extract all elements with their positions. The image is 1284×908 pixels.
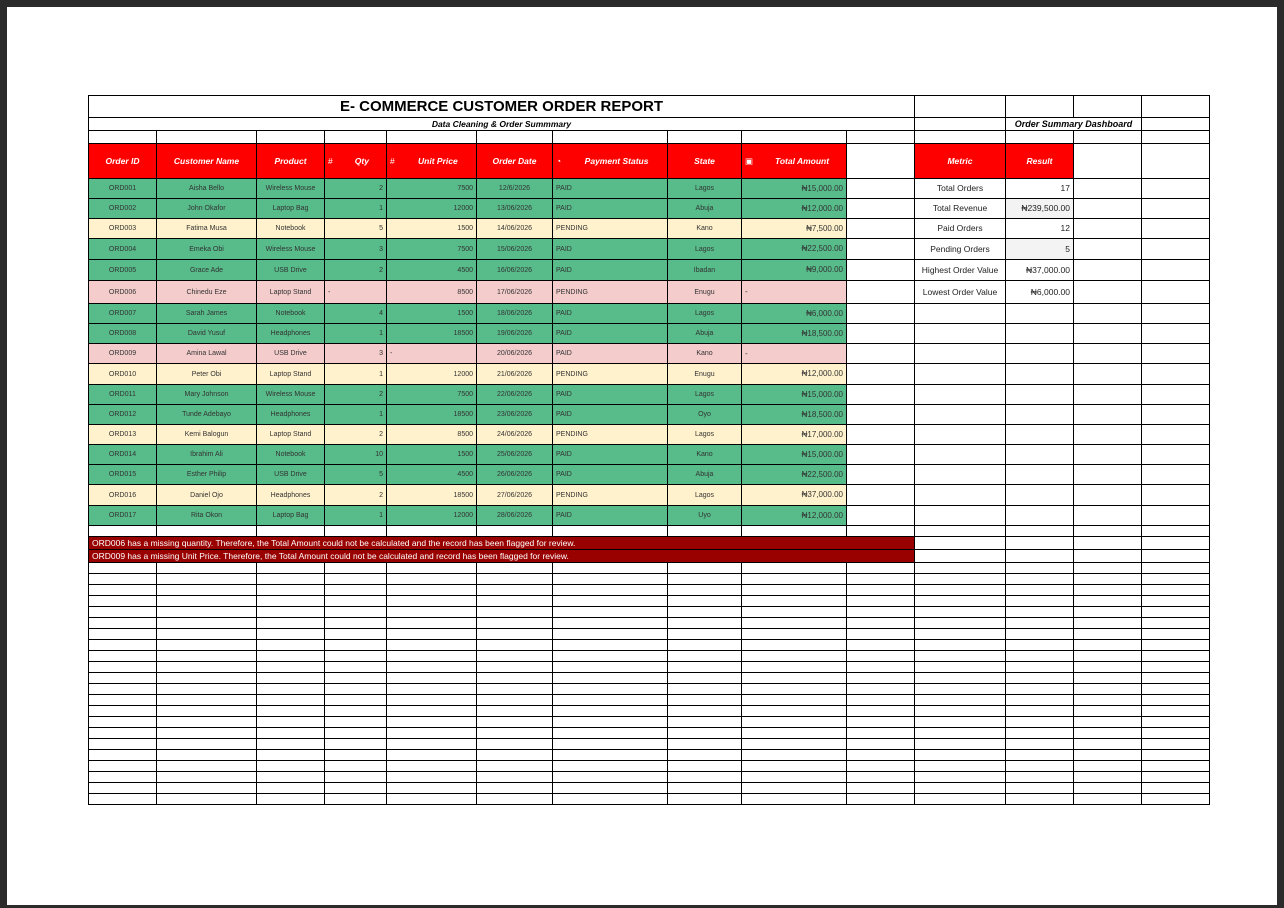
order-row <box>89 385 1210 405</box>
order-date-cell[interactable]: 12/6/2026 <box>477 179 553 199</box>
qty-cell[interactable]: 2 <box>325 385 387 405</box>
order-row <box>89 506 1210 526</box>
dashboard-title: Order Summary Dashboard <box>1006 118 1142 131</box>
state-cell[interactable]: Enugu <box>668 281 742 304</box>
state-cell[interactable]: Lagos <box>668 385 742 405</box>
order-date-cell[interactable]: 20/06/2026 <box>477 344 553 364</box>
order-report-sheet <box>88 95 1210 805</box>
qty-cell[interactable]: 1 <box>325 324 387 344</box>
column-header-total-amount-label: Total Amount <box>774 155 830 166</box>
product-cell[interactable]: Headphones <box>257 405 325 425</box>
qty-cell[interactable]: 1 <box>325 506 387 526</box>
column-header-qty-label: Qty <box>354 155 369 166</box>
total-amount-cell[interactable]: ₦12,000.00 <box>742 199 847 219</box>
product-cell[interactable]: Notebook <box>257 304 325 324</box>
customer-name-cell[interactable]: Fatima Musa <box>157 219 257 239</box>
order-date-cell[interactable]: 24/06/2026 <box>477 425 553 445</box>
column-header-payment-status[interactable] <box>553 144 668 179</box>
state-cell[interactable]: Kano <box>668 344 742 364</box>
total-amount-cell[interactable]: - <box>742 281 847 304</box>
dashboard-metric-header[interactable]: Metric <box>915 144 1006 179</box>
order-id-cell[interactable]: ORD010 <box>89 364 157 385</box>
order-date-cell[interactable]: 21/06/2026 <box>477 364 553 385</box>
unit-price-cell[interactable]: 18500 <box>387 405 477 425</box>
customer-name-cell[interactable]: Daniel Ojo <box>157 485 257 506</box>
order-date-cell[interactable]: 15/06/2026 <box>477 239 553 260</box>
column-header-order-date[interactable]: Order Date <box>477 144 553 179</box>
qty-cell[interactable]: 1 <box>325 199 387 219</box>
dashboard-result-cell[interactable]: 12 <box>1006 219 1074 239</box>
customer-name-cell[interactable]: Aisha Bello <box>157 179 257 199</box>
order-id-cell[interactable]: ORD004 <box>89 239 157 260</box>
customer-name-cell[interactable]: Emeka Obi <box>157 239 257 260</box>
unit-price-cell[interactable]: 1500 <box>387 304 477 324</box>
state-cell[interactable]: Abuja <box>668 324 742 344</box>
total-amount-cell[interactable]: ₦18,500.00 <box>742 324 847 344</box>
order-id-cell[interactable]: ORD011 <box>89 385 157 405</box>
flag-note: ORD009 has a missing Unit Price. Therefore, the Total Amount could not be calculated and record has been flagged for review. <box>89 550 915 563</box>
product-cell[interactable]: USB Drive <box>257 260 325 281</box>
payment-status-cell[interactable]: PAID <box>553 260 668 281</box>
order-date-cell[interactable]: 17/06/2026 <box>477 281 553 304</box>
product-cell[interactable]: Laptop Stand <box>257 364 325 385</box>
order-id-cell[interactable]: ORD006 <box>89 281 157 304</box>
product-cell[interactable]: Laptop Bag <box>257 199 325 219</box>
order-row <box>89 179 1210 199</box>
dashboard-result-cell[interactable]: ₦239,500.00 <box>1006 199 1074 219</box>
customer-name-cell[interactable]: Chinedu Eze <box>157 281 257 304</box>
order-id-cell[interactable]: ORD003 <box>89 219 157 239</box>
column-header-order-id[interactable]: Order ID <box>89 144 157 179</box>
order-date-cell[interactable]: 26/06/2026 <box>477 465 553 485</box>
customer-name-cell[interactable]: Grace Ade <box>157 260 257 281</box>
payment-status-cell[interactable]: PAID <box>553 239 668 260</box>
customer-name-cell[interactable]: Sarah James <box>157 304 257 324</box>
order-id-cell[interactable]: ORD001 <box>89 179 157 199</box>
payment-status-cell[interactable]: PAID <box>553 179 668 199</box>
order-date-cell[interactable]: 27/06/2026 <box>477 485 553 506</box>
qty-cell[interactable]: 4 <box>325 304 387 324</box>
dashboard-result-cell[interactable]: ₦37,000.00 <box>1006 260 1074 281</box>
unit-price-cell[interactable]: 12000 <box>387 364 477 385</box>
product-cell[interactable]: Headphones <box>257 485 325 506</box>
payment-status-cell[interactable]: PAID <box>553 324 668 344</box>
total-amount-cell[interactable]: ₦17,000.00 <box>742 425 847 445</box>
order-date-cell[interactable]: 16/06/2026 <box>477 260 553 281</box>
unit-price-cell[interactable]: 1500 <box>387 445 477 465</box>
order-row <box>89 405 1210 425</box>
total-amount-cell[interactable]: ₦22,500.00 <box>742 239 847 260</box>
order-id-cell[interactable]: ORD017 <box>89 506 157 526</box>
state-cell[interactable]: Abuja <box>668 465 742 485</box>
qty-cell[interactable]: 2 <box>325 179 387 199</box>
order-row <box>89 239 1210 260</box>
unit-price-cell[interactable]: - <box>387 344 477 364</box>
total-amount-cell[interactable]: ₦7,500.00 <box>742 219 847 239</box>
unit-price-cell[interactable]: 4500 <box>387 260 477 281</box>
order-id-cell[interactable]: ORD008 <box>89 324 157 344</box>
unit-price-cell[interactable]: 12000 <box>387 506 477 526</box>
column-header-product[interactable]: Product <box>257 144 325 179</box>
customer-name-cell[interactable]: Tunde Adebayo <box>157 405 257 425</box>
state-cell[interactable]: Lagos <box>668 485 742 506</box>
qty-cell[interactable]: 5 <box>325 219 387 239</box>
number-type-icon: # <box>328 155 333 166</box>
state-cell[interactable]: Lagos <box>668 425 742 445</box>
order-id-cell[interactable]: ORD007 <box>89 304 157 324</box>
total-amount-cell[interactable]: ₦37,000.00 <box>742 485 847 506</box>
product-cell[interactable]: USB Drive <box>257 465 325 485</box>
order-row <box>89 219 1210 239</box>
state-cell[interactable]: Lagos <box>668 304 742 324</box>
state-cell[interactable]: Lagos <box>668 179 742 199</box>
customer-name-cell[interactable]: Kemi Balogun <box>157 425 257 445</box>
unit-price-cell[interactable]: 1500 <box>387 219 477 239</box>
dropdown-chip-icon: ◔ <box>556 155 562 166</box>
dashboard-metric-cell[interactable]: Total Revenue <box>915 199 1006 219</box>
payment-status-cell[interactable]: PENDING <box>553 364 668 385</box>
customer-name-cell[interactable]: Peter Obi <box>157 364 257 385</box>
customer-name-cell[interactable]: John Okafor <box>157 199 257 219</box>
state-cell[interactable]: Uyo <box>668 506 742 526</box>
dashboard-result-cell[interactable]: 17 <box>1006 179 1074 199</box>
order-row <box>89 445 1210 465</box>
order-id-cell[interactable]: ORD013 <box>89 425 157 445</box>
column-header-unit-price[interactable] <box>387 144 477 179</box>
unit-price-cell[interactable]: 18500 <box>387 324 477 344</box>
order-row <box>89 304 1210 324</box>
order-row <box>89 199 1210 219</box>
product-cell[interactable]: Laptop Bag <box>257 506 325 526</box>
total-amount-cell[interactable]: ₦12,000.00 <box>742 506 847 526</box>
product-cell[interactable]: Laptop Stand <box>257 425 325 445</box>
order-id-cell[interactable]: ORD012 <box>89 405 157 425</box>
order-id-cell[interactable]: ORD009 <box>89 344 157 364</box>
qty-cell[interactable]: 2 <box>325 425 387 445</box>
qty-cell[interactable]: 3 <box>325 239 387 260</box>
unit-price-cell[interactable]: 8500 <box>387 425 477 445</box>
state-cell[interactable]: Kano <box>668 219 742 239</box>
order-id-cell[interactable]: ORD002 <box>89 199 157 219</box>
payment-status-cell[interactable]: PAID <box>553 445 668 465</box>
order-id-cell[interactable]: ORD005 <box>89 260 157 281</box>
customer-name-cell[interactable]: Amina Lawal <box>157 344 257 364</box>
dashboard-metric-cell[interactable]: Pending Orders <box>915 239 1006 260</box>
flag-note: ORD006 has a missing quantity. Therefore, the Total Amount could not be calculated and the record has been flagged for review. <box>89 537 915 550</box>
report-title: E- COMMERCE CUSTOMER ORDER REPORT <box>89 96 915 118</box>
state-cell[interactable]: Lagos <box>668 239 742 260</box>
qty-cell[interactable]: 1 <box>325 405 387 425</box>
payment-status-cell[interactable]: PENDING <box>553 425 668 445</box>
order-row <box>89 425 1210 445</box>
total-amount-cell[interactable]: ₦22,500.00 <box>742 465 847 485</box>
order-date-cell[interactable]: 13/06/2026 <box>477 199 553 219</box>
dashboard-result-cell[interactable]: 5 <box>1006 239 1074 260</box>
report-subtitle: Data Cleaning & Order Summmary <box>89 118 915 131</box>
payment-status-cell[interactable]: PAID <box>553 506 668 526</box>
qty-cell[interactable]: 3 <box>325 344 387 364</box>
product-cell[interactable]: Wireless Mouse <box>257 239 325 260</box>
column-header-state[interactable]: State <box>668 144 742 179</box>
order-id-cell[interactable]: ORD014 <box>89 445 157 465</box>
customer-name-cell[interactable]: Esther Philip <box>157 465 257 485</box>
payment-status-cell[interactable]: PENDING <box>553 281 668 304</box>
state-cell[interactable]: Abuja <box>668 199 742 219</box>
column-header-total-amount[interactable] <box>742 144 847 179</box>
order-row <box>89 364 1210 385</box>
total-amount-cell[interactable]: ₦15,000.00 <box>742 179 847 199</box>
dashboard-metric-cell[interactable]: Highest Order Value <box>915 260 1006 281</box>
currency-icon: ▣ <box>745 155 754 166</box>
product-cell[interactable]: Wireless Mouse <box>257 179 325 199</box>
order-date-cell[interactable]: 25/06/2026 <box>477 445 553 465</box>
customer-name-cell[interactable]: David Yusuf <box>157 324 257 344</box>
column-header-payment-status-label: Payment Status <box>584 155 649 166</box>
order-date-cell[interactable]: 23/06/2026 <box>477 405 553 425</box>
qty-cell[interactable]: 10 <box>325 445 387 465</box>
column-header-qty[interactable] <box>325 144 387 179</box>
column-header-customer-name[interactable]: Customer Name <box>157 144 257 179</box>
order-id-cell[interactable]: ORD016 <box>89 485 157 506</box>
number-type-icon: # <box>390 155 395 166</box>
spreadsheet-page <box>7 7 1277 905</box>
product-cell[interactable]: Notebook <box>257 445 325 465</box>
total-amount-cell[interactable]: ₦15,000.00 <box>742 445 847 465</box>
order-date-cell[interactable]: 28/06/2026 <box>477 506 553 526</box>
product-cell[interactable]: Laptop Stand <box>257 281 325 304</box>
payment-status-cell[interactable]: PAID <box>553 405 668 425</box>
qty-cell[interactable]: 5 <box>325 465 387 485</box>
unit-price-cell[interactable]: 7500 <box>387 239 477 260</box>
dashboard-result-header[interactable]: Result <box>1006 144 1074 179</box>
unit-price-cell[interactable]: 12000 <box>387 199 477 219</box>
unit-price-cell[interactable]: 7500 <box>387 385 477 405</box>
total-amount-cell[interactable]: ₦15,000.00 <box>742 385 847 405</box>
total-amount-cell[interactable]: ₦6,000.00 <box>742 304 847 324</box>
customer-name-cell[interactable]: Mary Johnson <box>157 385 257 405</box>
order-date-cell[interactable]: 22/06/2026 <box>477 385 553 405</box>
order-row <box>89 465 1210 485</box>
qty-cell[interactable]: 1 <box>325 364 387 385</box>
payment-status-cell[interactable]: PAID <box>553 344 668 364</box>
qty-cell[interactable]: - <box>325 281 387 304</box>
order-id-cell[interactable]: ORD015 <box>89 465 157 485</box>
order-date-cell[interactable]: 18/06/2026 <box>477 304 553 324</box>
dashboard-metric-cell[interactable]: Total Orders <box>915 179 1006 199</box>
product-cell[interactable]: Notebook <box>257 219 325 239</box>
state-cell[interactable]: Enugu <box>668 364 742 385</box>
total-amount-cell[interactable]: - <box>742 344 847 364</box>
order-row <box>89 485 1210 506</box>
payment-status-cell[interactable]: PENDING <box>553 485 668 506</box>
order-date-cell[interactable]: 14/06/2026 <box>477 219 553 239</box>
product-cell[interactable]: USB Drive <box>257 344 325 364</box>
state-cell[interactable]: Oyo <box>668 405 742 425</box>
payment-status-cell[interactable]: PAID <box>553 199 668 219</box>
order-row <box>89 281 1210 304</box>
qty-cell[interactable]: 2 <box>325 485 387 506</box>
column-header-unit-price-label: Unit Price <box>418 155 458 166</box>
qty-cell[interactable]: 2 <box>325 260 387 281</box>
order-row <box>89 260 1210 281</box>
state-cell[interactable]: Kano <box>668 445 742 465</box>
unit-price-cell[interactable]: 4500 <box>387 465 477 485</box>
order-row <box>89 344 1210 364</box>
total-amount-cell[interactable]: ₦9,000.00 <box>742 260 847 281</box>
payment-status-cell[interactable]: PAID <box>553 385 668 405</box>
payment-status-cell[interactable]: PAID <box>553 465 668 485</box>
total-amount-cell[interactable]: ₦18,500.00 <box>742 405 847 425</box>
state-cell[interactable]: Ibadan <box>668 260 742 281</box>
order-date-cell[interactable]: 19/06/2026 <box>477 324 553 344</box>
payment-status-cell[interactable]: PENDING <box>553 219 668 239</box>
unit-price-cell[interactable]: 8500 <box>387 281 477 304</box>
unit-price-cell[interactable]: 7500 <box>387 179 477 199</box>
payment-status-cell[interactable]: PAID <box>553 304 668 324</box>
dashboard-metric-cell[interactable]: Paid Orders <box>915 219 1006 239</box>
unit-price-cell[interactable]: 18500 <box>387 485 477 506</box>
customer-name-cell[interactable]: Ibrahim Ali <box>157 445 257 465</box>
dashboard-metric-cell[interactable]: Lowest Order Value <box>915 281 1006 304</box>
total-amount-cell[interactable]: ₦12,000.00 <box>742 364 847 385</box>
customer-name-cell[interactable]: Rita Okon <box>157 506 257 526</box>
dashboard-result-cell[interactable]: ₦6,000.00 <box>1006 281 1074 304</box>
product-cell[interactable]: Wireless Mouse <box>257 385 325 405</box>
order-row <box>89 324 1210 344</box>
product-cell[interactable]: Headphones <box>257 324 325 344</box>
